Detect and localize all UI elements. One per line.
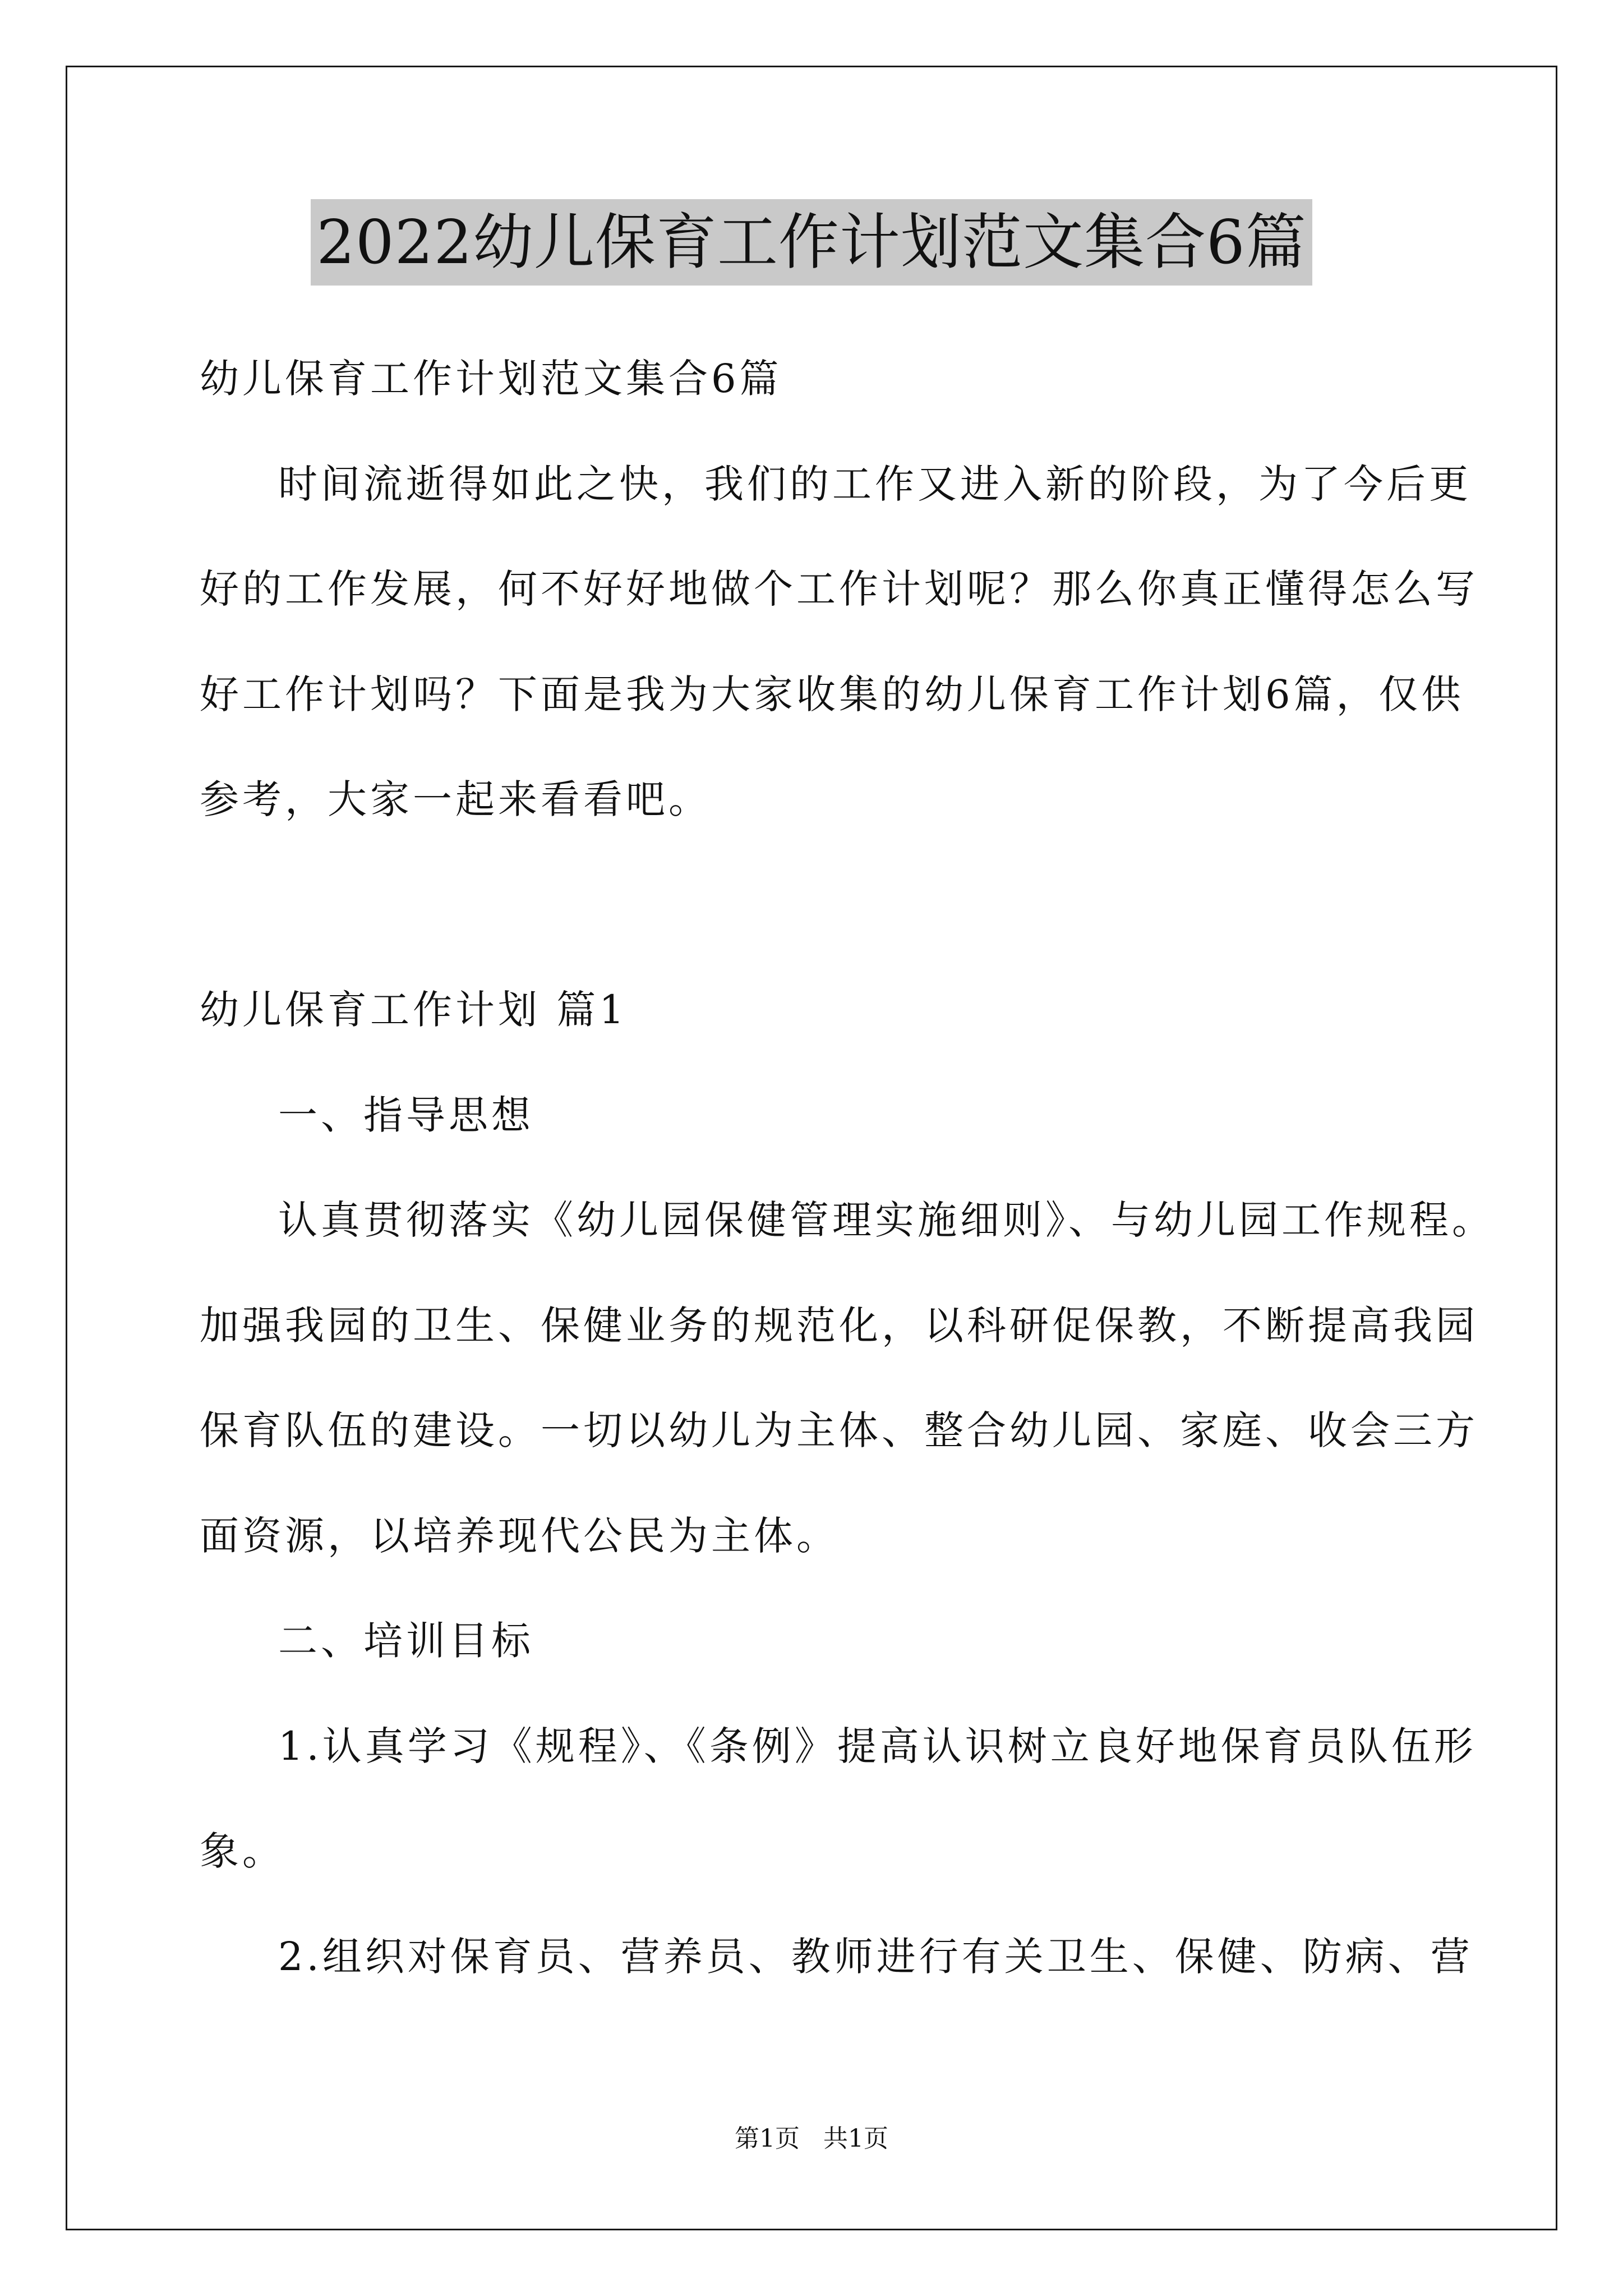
para-1-line-2: 加强我园的卫生、保健业务的规范化，以科研促保教，不断提高我园 <box>200 1303 1478 1349</box>
para-1-line-1: 认真贯彻落实《幼儿园保健管理实施细则》、与幼儿园工作规程。 <box>278 1197 1495 1243</box>
item-1-line-2: 象。 <box>200 1828 285 1874</box>
intro-line-1: 时间流逝得如此之快，我们的工作又进入新的阶段，为了今后更 <box>278 461 1472 507</box>
subtitle: 幼儿保育工作计划范文集合6篇 <box>200 356 782 402</box>
document-title: 2022幼儿保育工作计划范文集合6篇 <box>311 199 1312 286</box>
para-1-line-3: 保育队伍的建设。一切以幼儿为主体、整合幼儿园、家庭、收会三方 <box>200 1407 1478 1453</box>
item-1-line-1: 1.认真学习《规程》、《条例》提高认识树立良好地保育员队伍形 <box>278 1723 1477 1769</box>
intro-line-2: 好的工作发展，何不好好地做个工作计划呢？那么你真正懂得怎么写 <box>200 566 1478 612</box>
heading-guiding-thought: 一、指导思想 <box>278 1092 534 1138</box>
intro-line-3: 好工作计划吗？下面是我为大家收集的幼儿保育工作计划6篇，仅供 <box>200 671 1464 717</box>
item-2-line-1: 2.组织对保育员、营养员、教师进行有关卫生、保健、防病、营 <box>278 1934 1473 1980</box>
intro-line-4: 参考，大家一起来看看吧。 <box>200 776 711 822</box>
para-1-line-4: 面资源，以培养现代公民为主体。 <box>200 1513 839 1559</box>
page-footer: 第1页 共1页 <box>735 2124 888 2153</box>
title-wrap <box>0 199 1623 286</box>
section-title: 幼儿保育工作计划 篇1 <box>200 987 628 1033</box>
heading-training-goals: 二、培训目标 <box>278 1618 534 1664</box>
